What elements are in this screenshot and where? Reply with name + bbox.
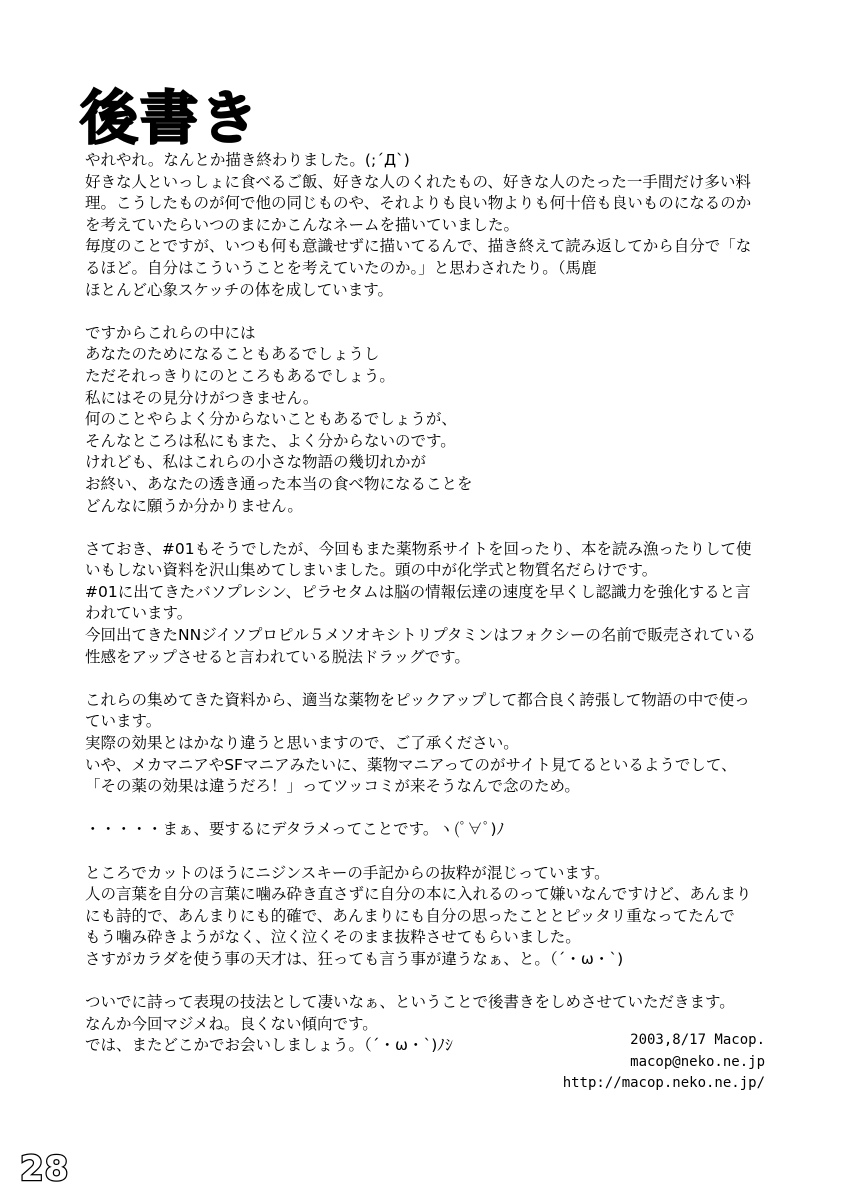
page-number: 28 (20, 1149, 70, 1189)
body-line: 理。こうしたものが何で他の同じものや、それよりも良い物よりも何十倍も良いものになるのか (85, 194, 752, 213)
body-line: どんなに願うか分かりません。 (85, 496, 303, 515)
body-line: なんか今回マジメね。良くない傾向です。 (85, 1014, 378, 1033)
body-line: ほとんど心象スケッチの体を成しています。 (85, 280, 393, 299)
body-line: ところでカットのほうにニジンスキーの手記からの抜粋が混じっています。 (85, 863, 610, 882)
body-line: 性感をアップさせると言われている脱法ドラッグです。 (85, 647, 470, 666)
body-line: さすがカラダを使う事の天才は、狂っても言う事が違うなぁ、と。（´・ω・`) (85, 949, 624, 968)
body-line: るほど。自分はこういうことを考えていたのか。」と思わされたり。（馬鹿 (85, 258, 597, 277)
signature-url: http://macop.neko.ne.jp/ (562, 1075, 765, 1091)
paragraph-break (85, 517, 785, 539)
body-line: ています。 (85, 712, 162, 731)
body-line: いもしない資料を沢山集めてしまいました。頭の中が化学式と物質名だらけです。 (85, 561, 658, 580)
body-line: いや、メカマニアやSFマニアみたいに、薬物マニアってのがサイト見てるといるようでして、 (85, 755, 737, 774)
signature-email: macop@neko.ne.jp (630, 1053, 765, 1070)
paragraph-break (85, 798, 785, 820)
body-line: では、またどこかでお会いしましょう。（´・ω・`)ﾉｼ (85, 1036, 453, 1055)
body-line: #01に出てきたバソプレシン、ピラセタムは脳の情報伝達の速度を早くし認識力を強化すると言 (85, 582, 751, 601)
body-line: もう噛み砕きようがなく、泣く泣くそのまま抜粋させてもらいました。 (85, 928, 581, 947)
body-line: あなたのためになることもあるでしょうし (85, 345, 380, 364)
afterword-body (85, 150, 785, 1057)
signature-block (563, 1030, 765, 1095)
body-line: 「その薬の効果は違うだろ！」ってツッコミが来そうなんで念のため。 (85, 777, 580, 796)
body-line: 人の言葉を自分の言葉に噛み砕き直さずに自分の本に入れるのって嫌いなんですけど、あんまり (85, 885, 752, 904)
body-line: われています。 (85, 604, 193, 623)
body-line: 今回出てきたNNジイソプロピル５メソオキシトリプタミンはフォクシーの名前で販売されている (85, 626, 756, 645)
body-line: 何のことやらよく分からないこともあるでしょうが、 (85, 410, 457, 429)
signature-date: 2003,8/17 Macop. (630, 1032, 765, 1048)
paragraph-break (85, 668, 785, 690)
body-line: ついでに詩って表現の技法として凄いなぁ、ということで後書きをしめさせていただきます。 (85, 993, 735, 1012)
body-line: ・・・・・まぁ、要するにデタラメってことです。ヽ(ﾟ∀ﾟ)ﾉ (85, 820, 505, 839)
body-line: これらの集めてきた資料から、適当な薬物をピックアップして都合良く誇張して物語の中で使っ (85, 690, 750, 709)
body-line: 私にはその見分けがつきません。 (85, 388, 319, 407)
body-line: 好きな人といっしょに食べるご飯、好きな人のくれたもの、好きな人のたった一手間だけ多い料 (85, 172, 751, 191)
paragraph-break (85, 301, 785, 323)
body-line: そんなところは私にもまた、よく分からないのです。 (85, 431, 456, 450)
page-title: 後書き (80, 84, 261, 152)
body-line: けれども、私はこれらの小さな物語の幾切れかが (85, 453, 427, 472)
paragraph-break (85, 971, 785, 993)
body-line: さておき、#01もそうでしたが、今回もまた薬物系サイトを回ったり、本を読み漁ったりして使 (85, 539, 752, 558)
body-line: やれやれ。なんとか描き終わりました。(;´Д`) (85, 151, 410, 169)
body-line: にも詩的で、あんまりにも的確で、あんまりにも自分の思ったこととピッタリ重なってたんで (85, 906, 735, 925)
body-line: ただそれっきりにのところもあるでしょう。 (85, 366, 395, 385)
body-line: お終い、あなたの透き通った本当の食べ物になることを (85, 474, 473, 493)
body-line: を考えていたらいつのまにかこんなネームを描いていました。 (85, 215, 520, 234)
body-line: 実際の効果とはかなり違うと思いますので、ご了承ください。 (85, 734, 519, 753)
body-line: ですからこれらの中には (85, 323, 256, 342)
paragraph-break (85, 841, 785, 863)
body-line: 毎度のことですが、いつも何も意識せずに描いてるんで、描き終えて読み返してから自分で「な (85, 237, 752, 256)
